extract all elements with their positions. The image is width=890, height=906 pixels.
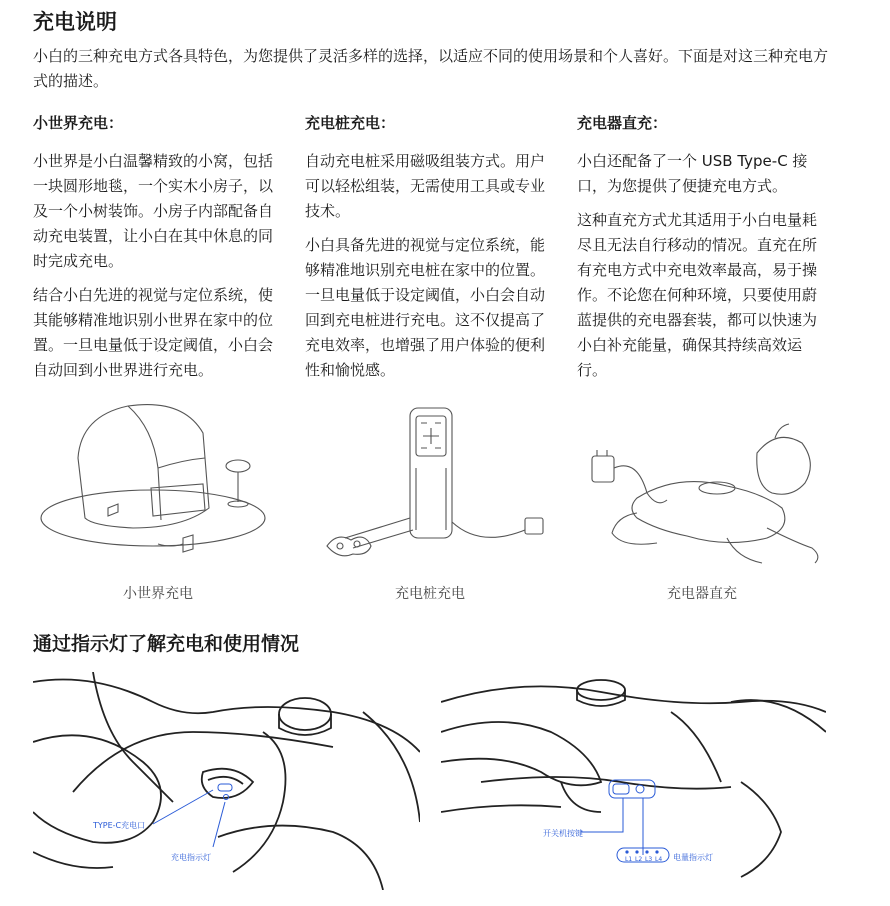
small-world-house-illustration [33,398,283,583]
method-direct-charger [577,110,817,392]
charging-dock-figure [305,398,555,608]
method-paragraph: 小白还配备了一个 USB Type-C 接口，为您提供了便捷充电方式。 [577,152,808,195]
figure-caption: 充电桩充电 [395,586,465,602]
charging-methods [33,110,833,380]
small-world-figure [33,398,283,608]
intro-paragraph: 小白的三种充电方式各具特色，为您提供了灵活多样的选择，以适应不同的使用场景和个人喜好。下面是对这三种充电方式的描述。 [33,47,829,90]
type-c-port-photo [33,672,420,890]
method-heading: 充电器直充： [577,114,668,132]
method-illustrations [33,398,853,608]
method-paragraph: 自动充电桩采用磁吸组装方式。用户可以轻松组装，无需使用工具或专业技术。 [305,152,546,220]
led-l1-label: L1 [625,856,633,863]
robot-side-port-illustration [33,672,420,890]
method-paragraph: 小白具备先进的视觉与定位系统，能够精准地识别充电桩在家中的位置。一旦电量低于设定阈值，小白会自动回到充电桩进行充电。这不仅提高了充电效率，也增强了用户体验的便利性和愉悦感。 [305,236,546,379]
power-button-label: 开关机按键 [543,829,583,838]
power-button-photo [441,672,826,890]
robot-back-buttons-illustration [441,672,826,890]
method-paragraph: 小世界是小白温馨精致的小窝，包括一块圆形地毯，一个实木小房子，以及一个小树装饰。小房子内部配备自动充电装置，让小白在其中休息的同时完成充电。 [33,152,274,270]
direct-charger-figure [577,398,827,608]
battery-indicator-label: 电量指示灯 [673,853,713,862]
method-heading: 小世界充电： [33,114,124,132]
led-l2-label: L2 [635,856,643,863]
type-c-port-label: TYPE-C充电口 [93,821,146,830]
robot-dog-charger-illustration [577,398,827,583]
method-heading: 充电桩充电： [305,114,396,132]
led-l4-label: L4 [655,856,663,863]
figure-caption: 小世界充电 [123,586,193,602]
method-paragraph: 结合小白先进的视觉与定位系统，使其能够精准地识别小世界在家中的位置。一旦电量低于设定阈值，小白会自动回到小世界进行充电。 [33,286,274,379]
charging-dock-illustration [305,398,555,583]
charging-indicator-label: 充电指示灯 [171,853,211,862]
led-l3-label: L3 [645,856,653,863]
section-title-indicator-lights: 通过指示灯了解充电和使用情况 [33,633,300,655]
method-charging-dock [305,110,545,392]
method-small-world [33,110,273,392]
method-paragraph: 这种直充方式尤其适用于小白电量耗尽且无法自行移动的情况。直充在所有充电方式中充电效率最高，易于操作。不论您在何种环境，只要使用蔚蓝提供的充电器套装，都可以快速为小白补充能量，确保其持续高效运行。 [577,211,818,379]
page-title: 充电说明 [33,10,117,34]
figure-caption: 充电器直充 [667,586,737,602]
